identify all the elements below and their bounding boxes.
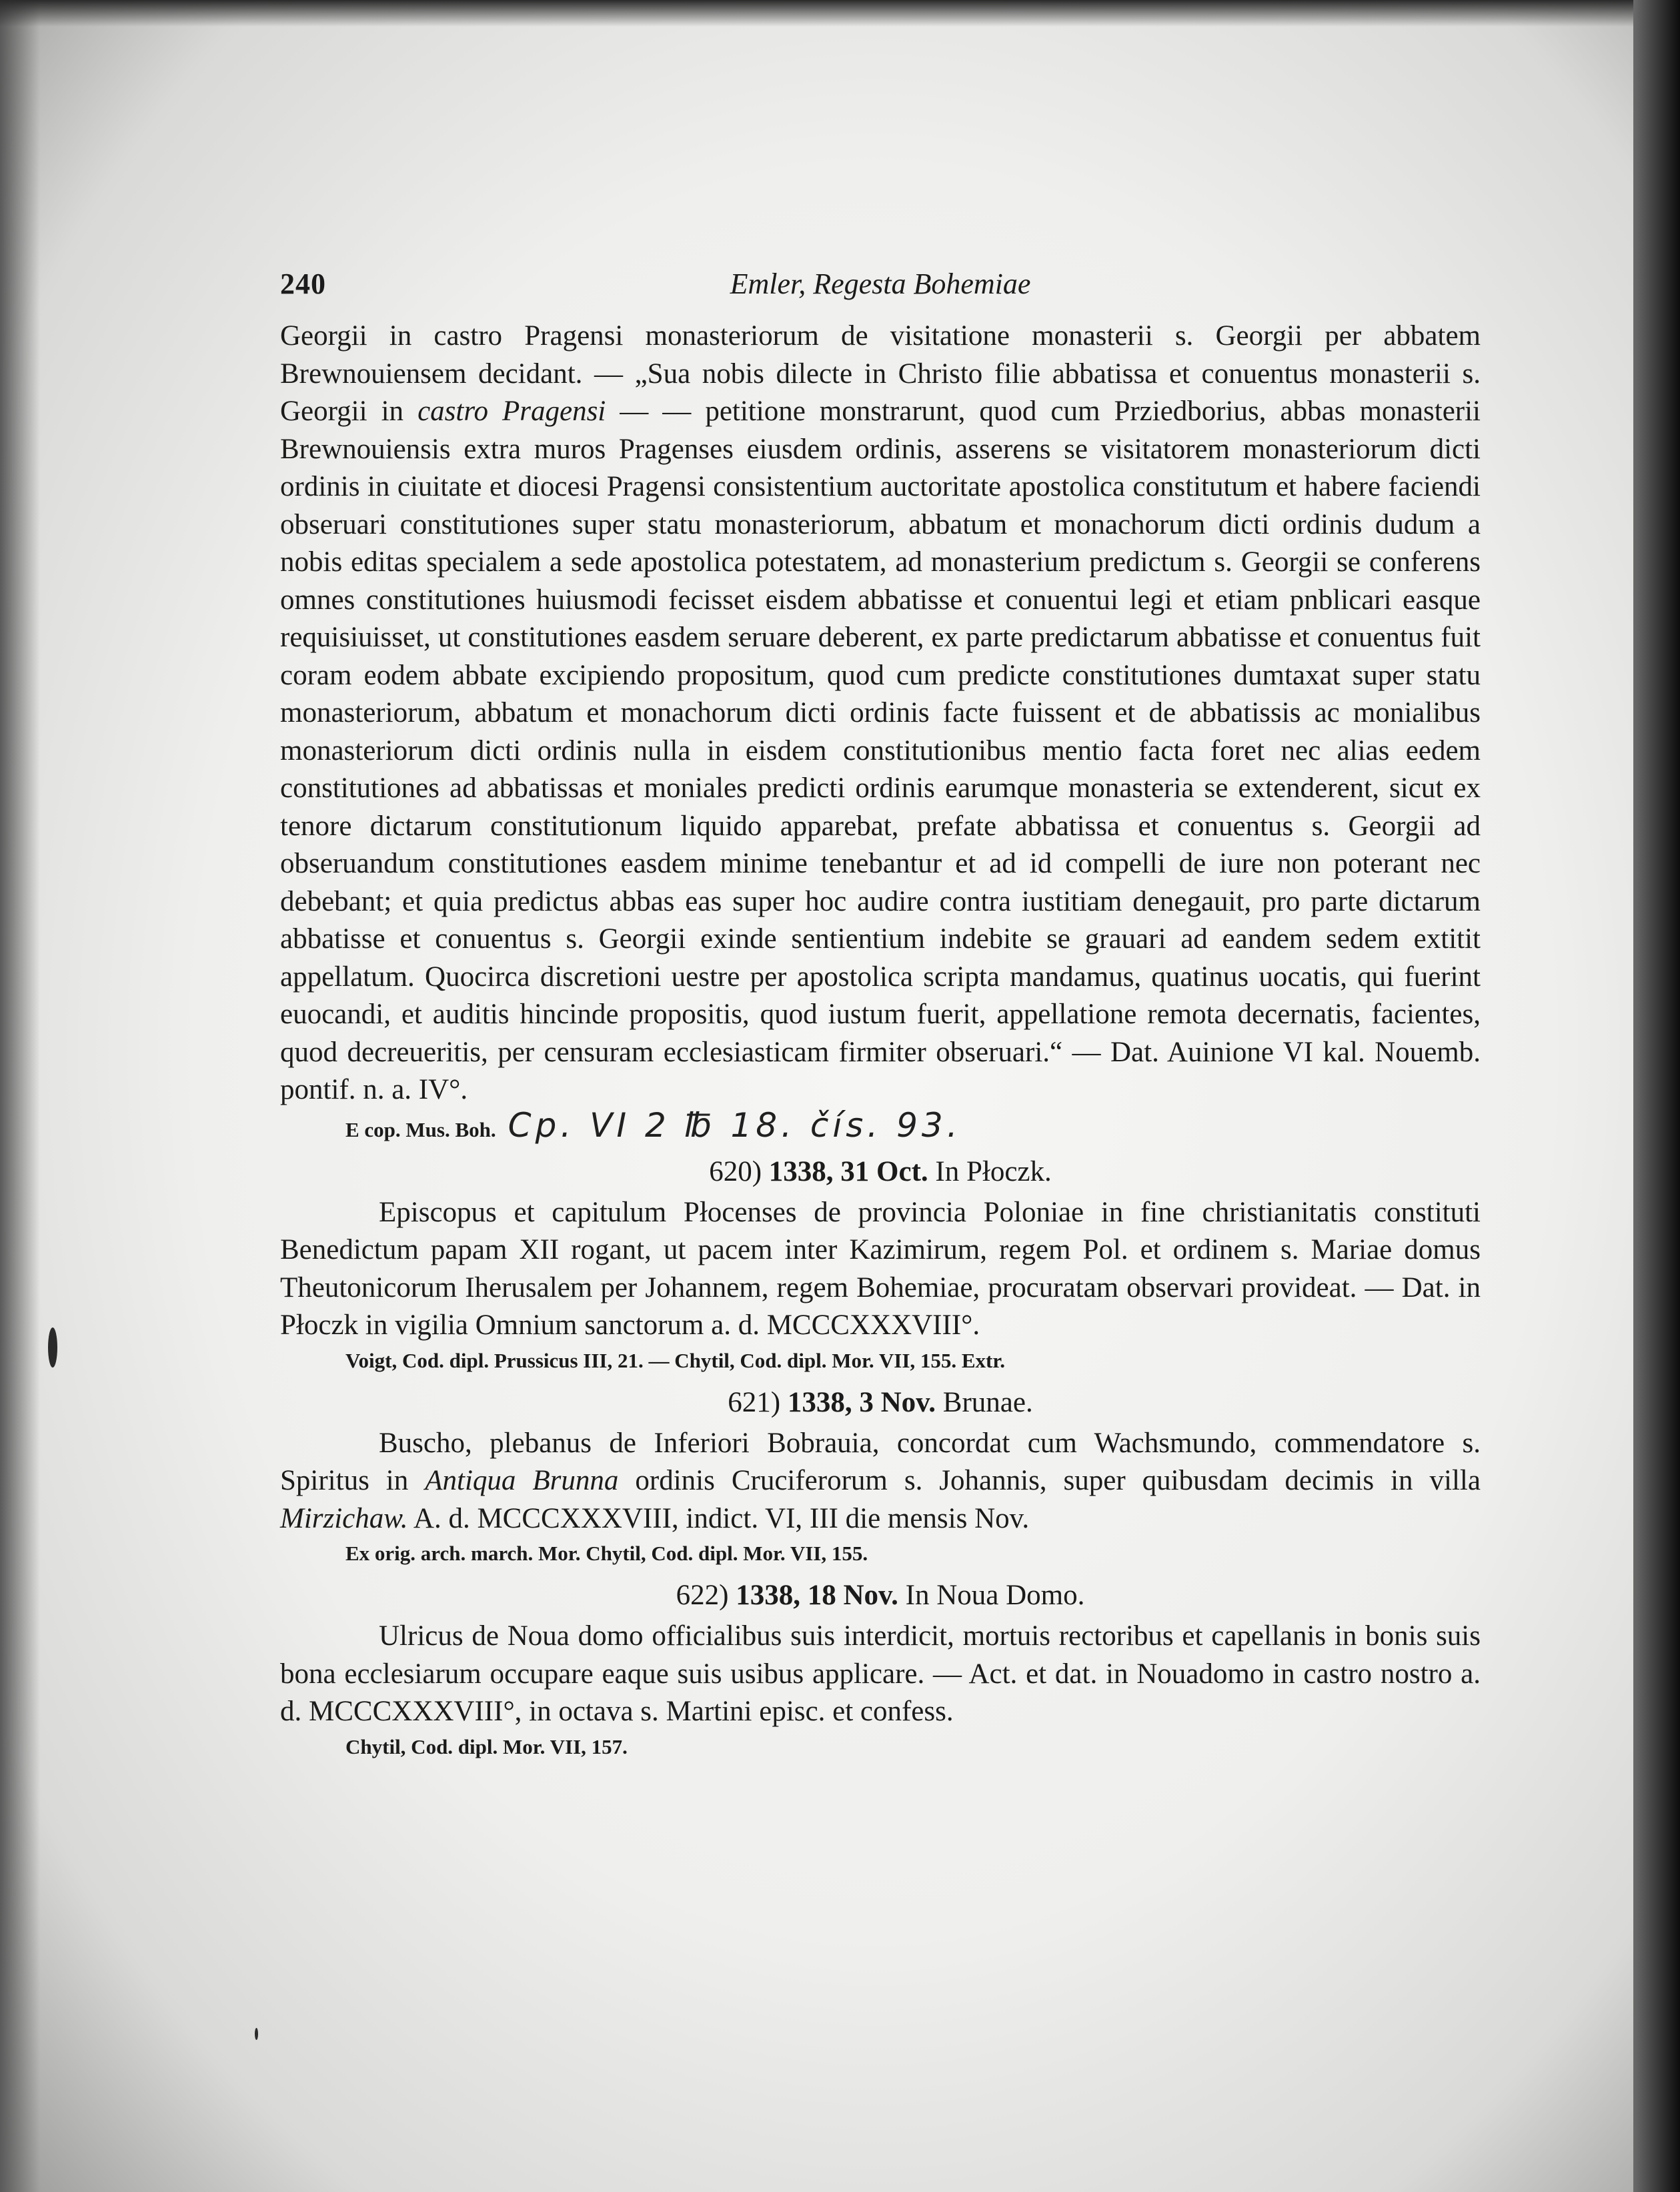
- entry-date: 1338, 31 Oct.: [768, 1155, 928, 1187]
- continuation-text: [280, 318, 1481, 1109]
- running-title: Emler, Regesta Bohemiae: [730, 267, 1031, 300]
- entry-text: [280, 1194, 1481, 1345]
- entry-place: In Płoczk.: [935, 1155, 1052, 1187]
- entry-source: Voigt, Cod. dipl. Prussicus III, 21. — Chytil, Cod. dipl. Mor. VII, 155. Extr.: [345, 1348, 1006, 1372]
- regest-entry: [280, 1575, 1481, 1763]
- regest-entry: [280, 1151, 1481, 1377]
- continuation-paragraph: [280, 318, 1481, 1109]
- page-content: [280, 267, 1481, 1763]
- scan-right-edge-shadow: [1633, 0, 1680, 2192]
- text-segment: ordinis Cruciferorum s. Johannis, super quibusdam decimis in villa: [618, 1465, 1481, 1496]
- text-segment: Episcopus et capitulum Płocenses de provincia Poloniae in fine christianitatis constituti Benedictum papam XII rogant, ut pacem inter Kazimirum, regem Pol. et ordinem s. Mariae domus Theutonicorum Iherusalem per Johannem, regem Bohemiae, procuratam observari provideat. — Dat. in Płoczk in vigilia Omnium sanctorum a. d. MCCCXXXVIII°.: [280, 1196, 1481, 1341]
- source-note: [345, 1105, 1481, 1146]
- scan-speck: [255, 2028, 258, 2040]
- entry-place: Brunae.: [942, 1386, 1033, 1418]
- entry-heading: [280, 1382, 1481, 1424]
- entry-date: 1338, 3 Nov.: [787, 1386, 936, 1418]
- entry-place: In Noua Domo.: [905, 1580, 1085, 1611]
- text-segment: Georgii in castro Pragensi monasteriorum de visitatione monasterii s. Georgii per abbatem Brewnouiensem decidant. — „Sua nobis dilecte in Christo filie abbatissa et conuentus monasterii s. Georgii in: [280, 320, 1481, 427]
- regest-entry: [280, 1382, 1481, 1570]
- italic-segment: Mirzichaw.: [280, 1502, 408, 1534]
- entry-heading: [280, 1575, 1481, 1616]
- page-header: [280, 267, 1481, 314]
- handwritten-annotation: Cp. VI 2 ℔ 18. čís. 93.: [508, 1105, 962, 1145]
- regest-entries: [280, 1151, 1481, 1763]
- scan-left-edge-shadow: [0, 0, 40, 2192]
- entry-text: [280, 1618, 1481, 1731]
- italic-segment: castro Pragensi: [417, 396, 606, 427]
- page-number: 240: [280, 267, 326, 300]
- entry-source: Ex orig. arch. march. Mor. Chytil, Cod. dipl. Mor. VII, 155.: [345, 1542, 868, 1565]
- entry-source: Chytil, Cod. dipl. Mor. VII, 157.: [345, 1734, 628, 1758]
- entry-date: 1338, 18 Nov.: [736, 1580, 898, 1611]
- entry-number: 620): [709, 1155, 762, 1187]
- text-segment: A. d. MCCCXXXVIII, indict. VI, III die mensis Nov.: [407, 1502, 1030, 1534]
- entry-number: 621): [728, 1386, 781, 1418]
- source-text: E cop. Mus. Boh.: [345, 1117, 496, 1141]
- scan-speck: [48, 1327, 57, 1367]
- entry-number: 622): [676, 1580, 729, 1611]
- italic-segment: Antiqua Brunna: [425, 1465, 619, 1496]
- text-segment: Buscho, plebanus de Inferiori Bobrauia, concordat cum Wachsmundo, commendatore s. Spiritus in: [280, 1427, 1481, 1496]
- text-segment: — — petitione monstrarunt, quod cum Prziedborius, abbas monasterii Brewnouiensis extra muros Pragenses eiusdem ordinis, asserens se visitatorem monasteriorum dicti ordinis in ciuitate et diocesi Pragensi consistentium auctoritate apostolica constitutum et habere faciendi obseruari constitutiones super statu monasteriorum, abbatum et monachorum dicti ordinis dudum a nobis editas specialem a sede apostolica potestatem, ad monasterium predictum s. Georgii se conferens omnes constitutiones huiusmodi fecisset eisdem abbatisse et conuentui legi et etiam pnblicari easque requisiuisset, ut constitutiones easdem seruare deberent, ex parte predictarum abbatisse et conuentus fuit coram eodem abbate excipiendo propositum, quod cum predicte constitutiones dumtaxat super statu monasteriorum, abbatum et monachorum dicti ordinis facte fuissent et de abbatissis ac monialibus monasteriorum dicti ordinis nulla in eisdem constitutionibus mentio facta foret nec alias eedem constitutiones ad abbatissas et moniales predicti ordinis earumque monasteria se extenderent, sicut ex tenore dictarum constitutionum liquido apparebat, prefate abbatissa et conuentus s. Georgii ad obseruandum constitutiones easdem minime tenebantur et ad id compelli de iure non poterant nec debebant; et quia predictus abbas eas super hoc audire contra iustitiam denegauit, pro parte dictarum abbatisse et conuentus s. Georgii exinde sentientium indebite se grauari ad eandem sedem extitit appellatum. Quocirca discretioni uestre per apostolica scripta mandamus, quatinus uocatis, qui fuerint euocandi, et auditis hincinde propositis, quod iustum fuerit, appellatione remota decernatis, facientes, quod decreueritis, per censuram ecclesiasticam firmiter obseruari.“ — Dat. Auinione VI kal. Nouemb. pontif. n. a. IV°.: [280, 396, 1481, 1105]
- entry-text: [280, 1425, 1481, 1538]
- entry-heading: [280, 1151, 1481, 1193]
- text-segment: Ulricus de Noua domo officialibus suis interdicit, mortuis rectoribus et capellanis in bonis suis bona ecclesiarum occupare eaque suis usibus applicare. — Act. et dat. in Nouadomo in castro nostro a. d. MCCCXXXVIII°, in octava s. Martini episc. et confess.: [280, 1620, 1481, 1727]
- scan-top-edge-shadow: [0, 0, 1680, 27]
